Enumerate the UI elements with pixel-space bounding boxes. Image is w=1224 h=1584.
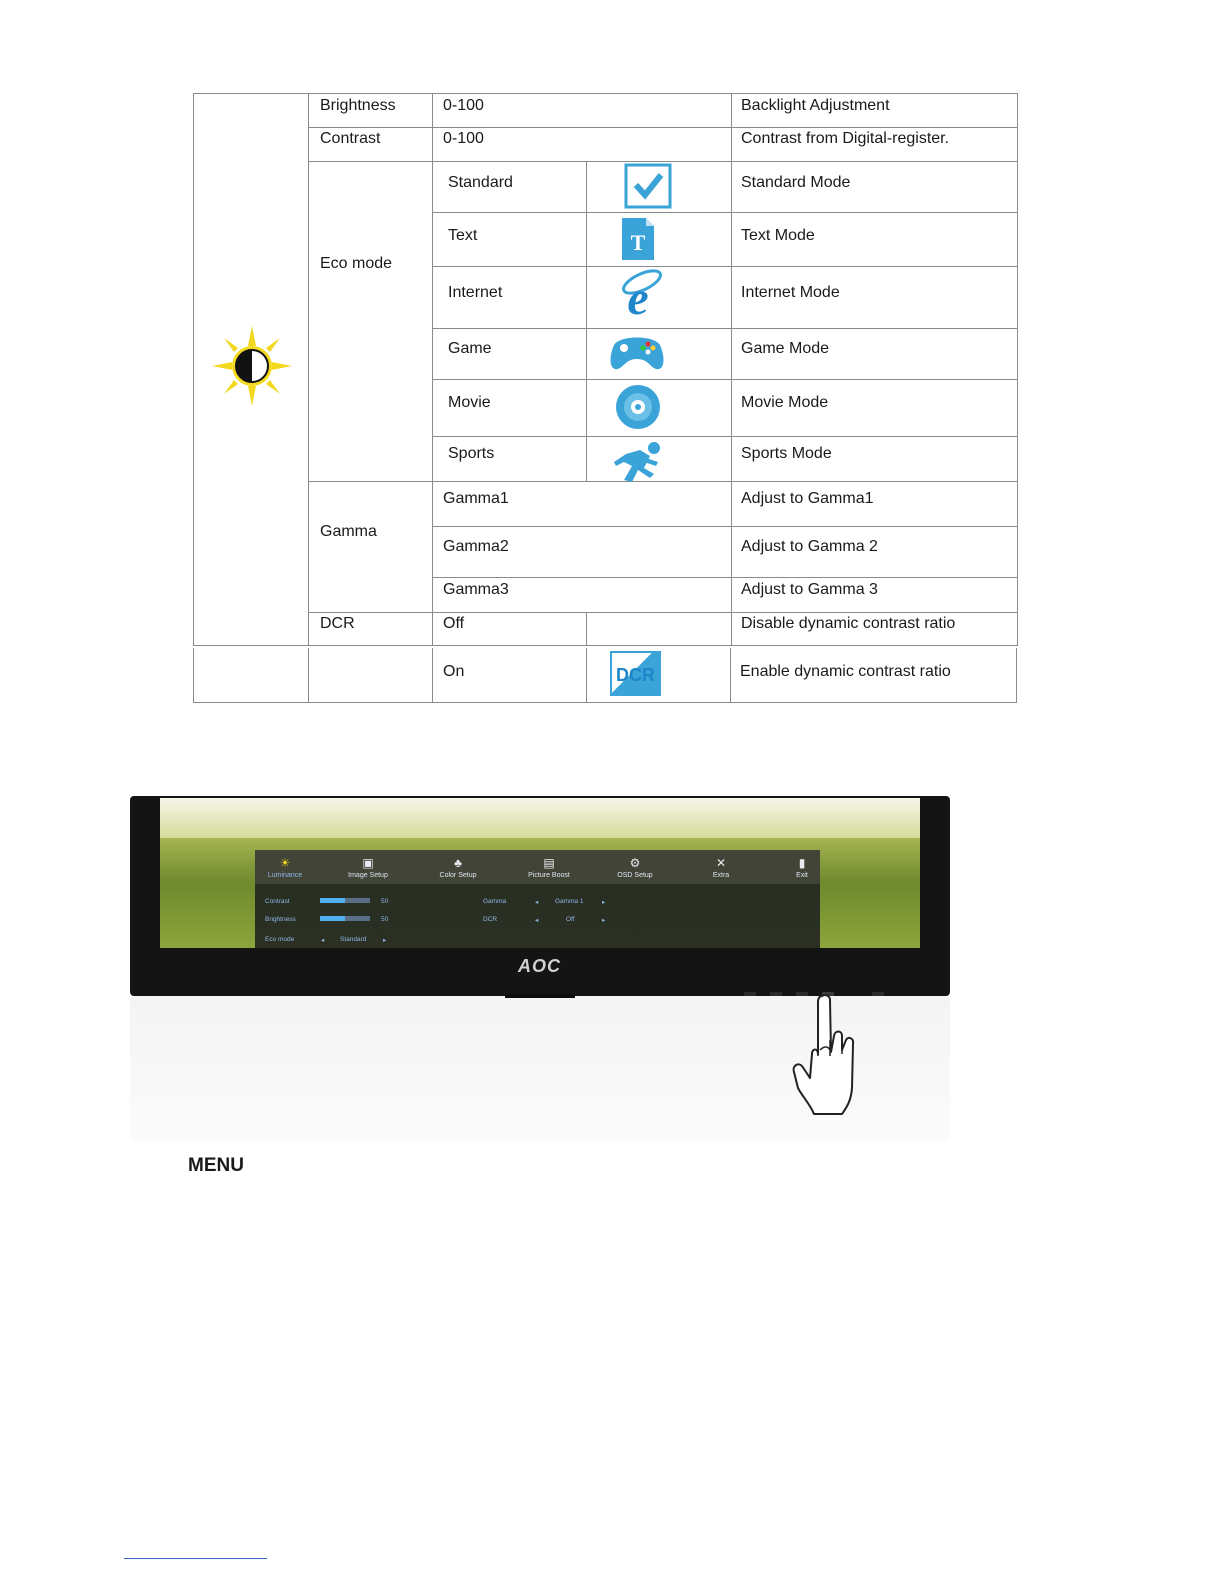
- osd-color-setup-icon: ♣: [454, 856, 462, 870]
- eco-sports-name: Sports: [448, 445, 495, 462]
- osd-tab-osd-setup[interactable]: OSD Setup: [617, 872, 653, 879]
- osd-extra-icon: ✕: [715, 856, 727, 870]
- contrast-range: 0-100: [443, 130, 484, 147]
- osd-eco-value[interactable]: Standard: [340, 936, 367, 943]
- gamepad-icon: [608, 331, 666, 375]
- eco-text-desc: Text Mode: [741, 227, 815, 244]
- gamma-label: Gamma: [320, 523, 377, 540]
- brightness-label: Brightness: [320, 97, 396, 114]
- osd-luminance-icon: ☀: [279, 856, 291, 870]
- osd-tab-exit[interactable]: Exit: [796, 872, 808, 879]
- text-doc-icon: [618, 216, 658, 262]
- osd-dcr-left-arrow[interactable]: ◂: [535, 917, 539, 924]
- osd-brightness-slider[interactable]: [320, 916, 370, 921]
- osd-brightness-value: 50: [381, 916, 389, 923]
- eco-movie-name: Movie: [448, 394, 491, 411]
- checkbox-icon: [624, 163, 672, 209]
- luminance-sun-icon: [210, 324, 294, 408]
- contrast-label: Contrast: [320, 130, 381, 147]
- gamma3-value: Gamma3: [443, 581, 509, 598]
- eco-game-desc: Game Mode: [741, 340, 830, 357]
- osd-tab-extra[interactable]: Extra: [712, 872, 730, 879]
- eco-mode-label: Eco mode: [320, 255, 393, 272]
- monitor-stand-neck: [505, 994, 575, 998]
- gamma2-value: Gamma2: [443, 538, 509, 555]
- osd-gamma-value[interactable]: Gamma 1: [555, 898, 584, 905]
- eco-sports-desc: Sports Mode: [741, 445, 832, 462]
- osd-tab-color-setup[interactable]: Color Setup: [439, 872, 477, 879]
- monitor-button-2[interactable]: [770, 992, 782, 996]
- osd-dcr-right-arrow[interactable]: ▸: [602, 917, 606, 924]
- osd-tab-picture-boost[interactable]: Picture Boost: [528, 872, 570, 879]
- osd-eco-left-arrow[interactable]: ◂: [321, 937, 325, 944]
- contrast-desc: Contrast from Digital-register.: [741, 130, 950, 147]
- osd-setup-icon: ⚙: [629, 856, 641, 870]
- osd-gamma-right-arrow[interactable]: ▸: [602, 899, 606, 906]
- eco-standard-name: Standard: [448, 174, 513, 191]
- dcr-on-desc: Enable dynamic contrast ratio: [740, 663, 951, 680]
- osd-contrast-slider[interactable]: [320, 898, 370, 903]
- monitor-button-1[interactable]: [744, 992, 756, 996]
- menu-button-label: MENU: [188, 1155, 244, 1176]
- dcr-off-value: Off: [443, 615, 465, 632]
- svg-text:e: e: [627, 272, 649, 320]
- dcr-label: DCR: [320, 615, 355, 632]
- osd-gamma-left-arrow[interactable]: ◂: [535, 899, 539, 906]
- eco-game-name: Game: [448, 340, 492, 357]
- osd-picture-boost-icon: ▤: [543, 856, 555, 870]
- eco-internet-desc: Internet Mode: [741, 284, 840, 301]
- osd-exit-icon: ▮: [798, 856, 806, 870]
- osd-dcr-value[interactable]: Off: [566, 916, 575, 923]
- eco-standard-desc: Standard Mode: [741, 174, 851, 191]
- gamma1-desc: Adjust to Gamma1: [741, 490, 874, 507]
- brightness-range: 0-100: [443, 97, 484, 114]
- osd-tab-luminance[interactable]: Luminance: [267, 872, 303, 879]
- gamma1-value: Gamma1: [443, 490, 509, 507]
- osd-tab-image-setup[interactable]: Image Setup: [348, 872, 388, 879]
- osd-contrast-label: Contrast: [265, 898, 290, 905]
- osd-brightness-label: Brightness: [265, 916, 296, 923]
- gamma3-desc: Adjust to Gamma 3: [741, 581, 878, 598]
- svg-text:T: T: [630, 230, 646, 255]
- osd-eco-label: Eco mode: [265, 936, 295, 943]
- brightness-desc: Backlight Adjustment: [741, 97, 890, 114]
- dcr-icon: DCR: [610, 651, 661, 696]
- osd-contrast-value: 50: [381, 898, 389, 905]
- eco-movie-desc: Movie Mode: [741, 394, 829, 411]
- osd-image-setup-icon: ▣: [362, 856, 374, 870]
- osd-eco-right-arrow[interactable]: ▸: [383, 937, 387, 944]
- dcr-off-desc: Disable dynamic contrast ratio: [741, 615, 956, 632]
- disc-icon: [614, 383, 662, 431]
- osd-gamma-label: Gamma: [483, 898, 507, 905]
- eco-text-name: Text: [448, 227, 478, 244]
- eco-internet-name: Internet: [448, 284, 503, 301]
- osd-dcr-label: DCR: [483, 916, 498, 923]
- aoc-logo: AOC: [518, 956, 561, 976]
- monitor-power-button[interactable]: [872, 992, 884, 996]
- pointing-hand-icon: [790, 992, 862, 1118]
- footnote-rule: [124, 1558, 267, 1559]
- internet-explorer-icon: [612, 268, 664, 320]
- gamma2-desc: Adjust to Gamma 2: [741, 538, 878, 555]
- runner-icon: [610, 440, 666, 484]
- dcr-on-value: On: [443, 663, 465, 680]
- osd-menu: [255, 850, 820, 948]
